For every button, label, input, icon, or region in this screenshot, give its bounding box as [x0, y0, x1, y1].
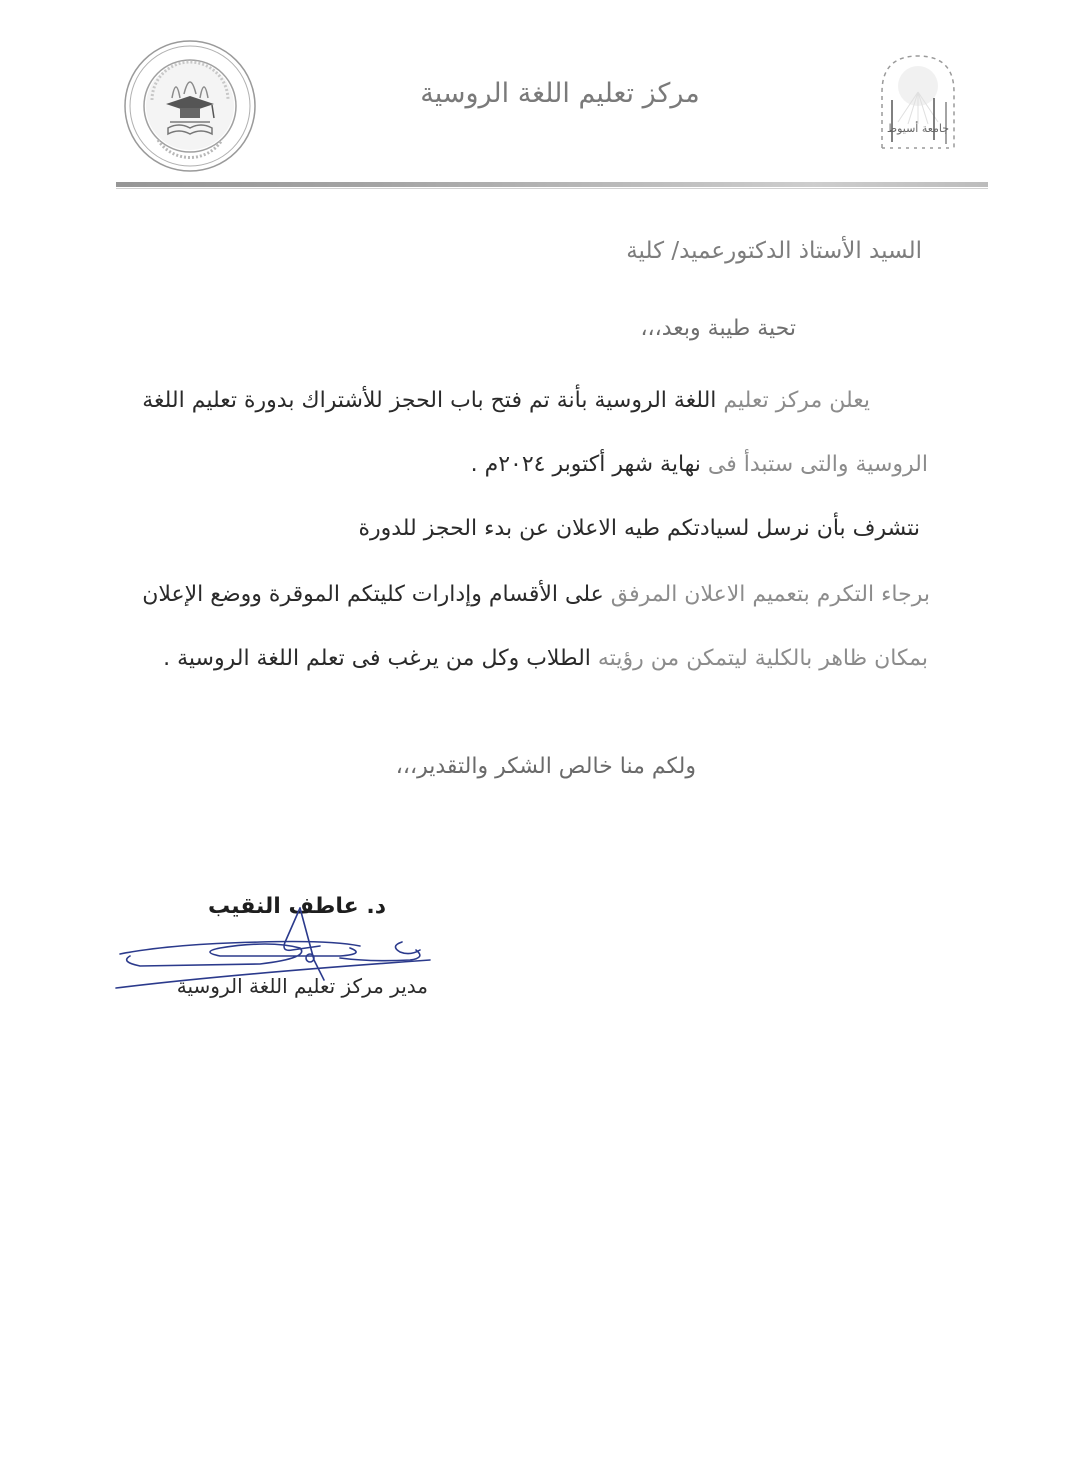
header-divider — [116, 182, 988, 187]
signatory-name: د. عاطف النقيب — [207, 894, 386, 919]
paragraph-3-line-2-faded: بمكان ظاهر بالكلية ليتمكن من رؤيته — [597, 646, 928, 671]
greeting-line: تحية طيبة وبعد،،، — [640, 316, 796, 341]
paragraph-3-line-1-text: على الأقسام وإدارات كليتكم الموقرة ووضع الإعلان — [142, 582, 604, 607]
paragraph-3-line-1-faded: برجاء التكرم بتعميم الاعلان المرفق — [610, 582, 930, 607]
page-title: مركز تعليم اللغة الروسية — [420, 78, 700, 109]
center-seal-icon — [122, 38, 258, 174]
paragraph-1-line-1-faded: يعلن مركز تعليم — [723, 388, 870, 413]
paragraph-1-line-1 — [142, 388, 870, 413]
header-divider-thin — [116, 188, 988, 189]
paragraph-3-line-1 — [142, 582, 930, 607]
paragraph-3-line-2-text: الطلاب وكل من يرغب فى تعلم اللغة الروسية . — [163, 646, 591, 671]
signatory-title: مدير مركز تعليم اللغة الروسية — [176, 974, 428, 998]
closing-line: ولكم منا خالص الشكر والتقدير،،، — [395, 754, 696, 779]
paragraph-2: نتشرف بأن نرسل لسيادتكم طيه الاعلان عن بدء الحجز للدورة — [358, 516, 920, 541]
paragraph-1-line-1-text: اللغة الروسية بأنة تم فتح باب الحجز للأشتراك بدورة تعليم اللغة — [142, 388, 717, 413]
addressee-line: السيد الأستاذ الدكتورعميد/ كلية — [626, 238, 922, 264]
paragraph-1-line-2-faded: الروسية والتى ستبدأ فى — [707, 452, 928, 477]
university-logo-icon — [876, 52, 960, 152]
logo-text: جامعة أسيوط — [886, 122, 950, 135]
paragraph-1-line-2-text: نهاية شهر أكتوبر ٢٠٢٤م . — [470, 452, 701, 477]
paragraph-3-line-2 — [163, 646, 928, 671]
paragraph-1-line-2 — [471, 452, 928, 477]
